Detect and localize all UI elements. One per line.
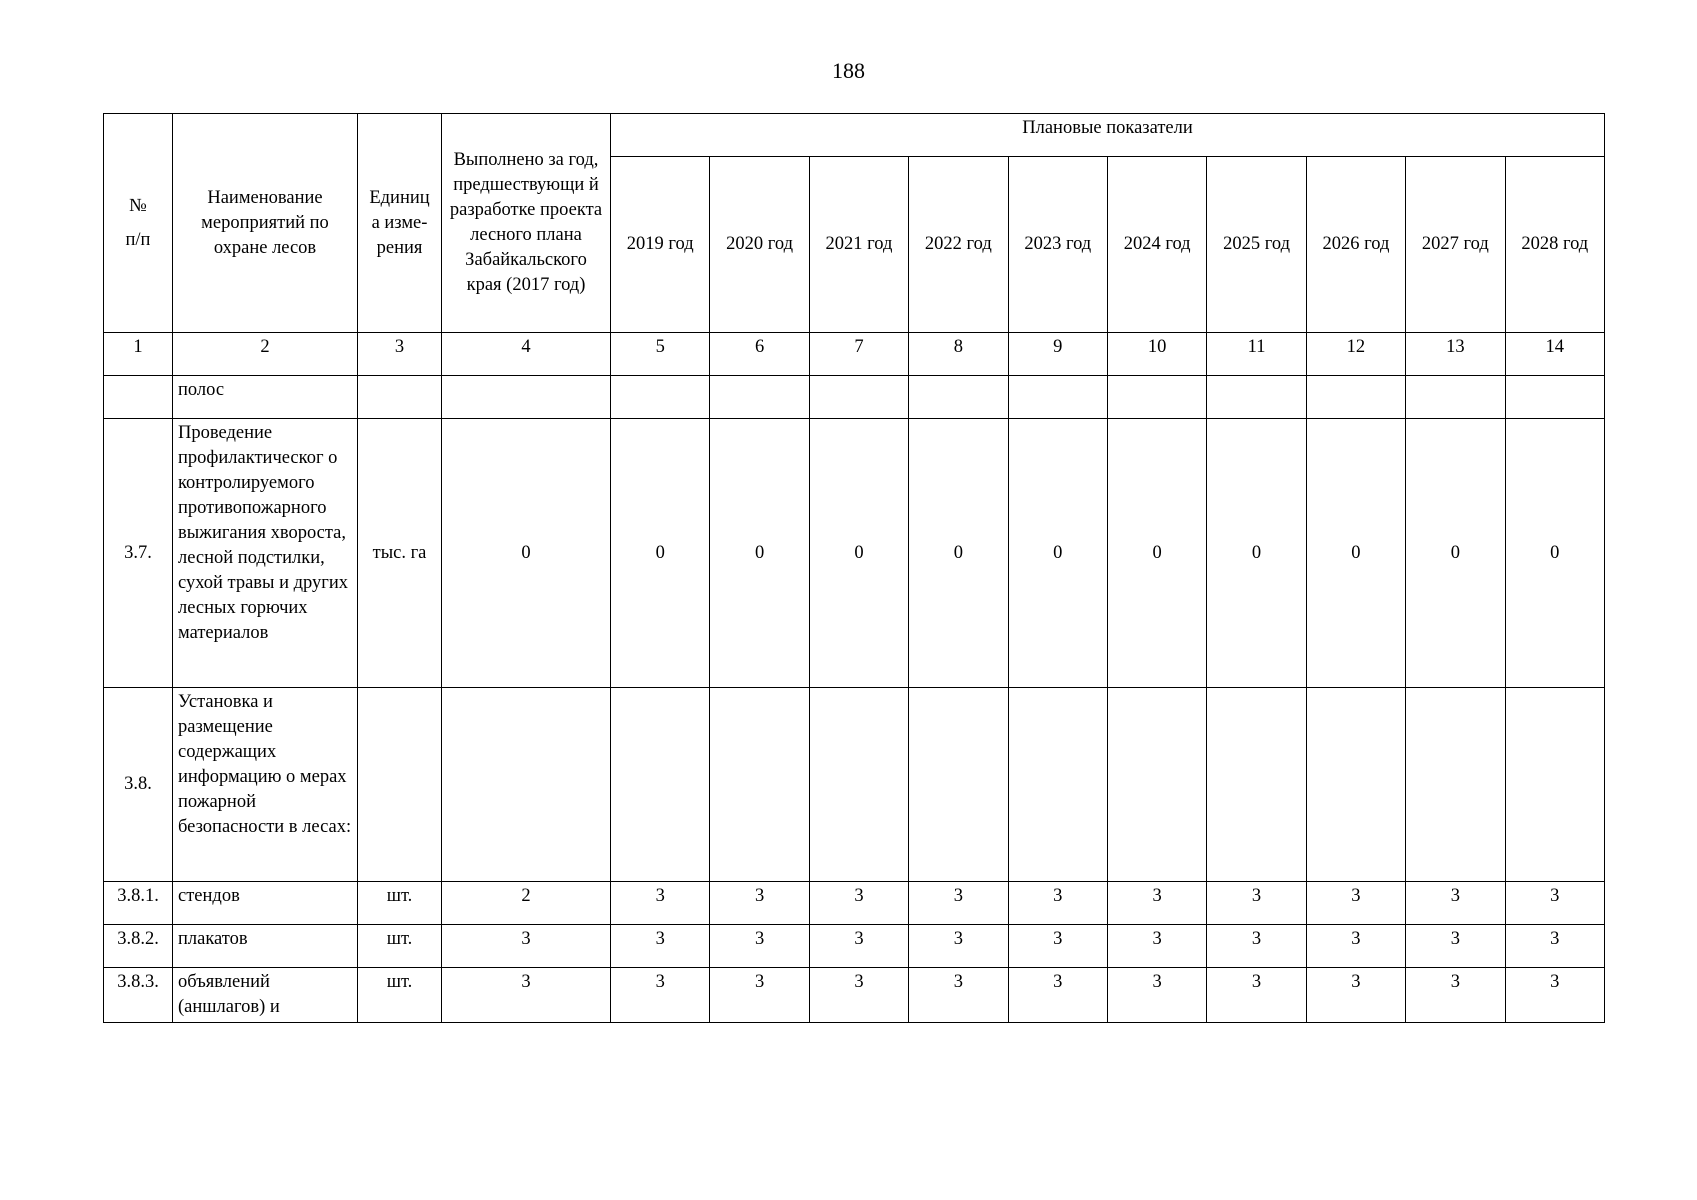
column-number: 9 (1008, 333, 1107, 376)
row-plan-value (1008, 376, 1107, 419)
column-number: 2 (173, 333, 358, 376)
row-plan-value: 3 (909, 968, 1008, 1023)
row-number: 3.8.3. (104, 968, 173, 1023)
row-plan-value: 0 (1008, 419, 1107, 688)
row-done-2017: 3 (442, 968, 611, 1023)
column-number: 1 (104, 333, 173, 376)
table-row (104, 688, 1605, 882)
column-number: 6 (710, 333, 809, 376)
row-plan-value (1505, 688, 1604, 882)
row-plan-value (1406, 376, 1505, 419)
row-plan-value: 0 (809, 419, 908, 688)
row-plan-value: 0 (1406, 419, 1505, 688)
row-unit (358, 376, 442, 419)
row-plan-value: 3 (1505, 968, 1604, 1023)
row-name: Установка и размещение содержащих информацию о мерах пожарной безопасности в лесах: (173, 688, 358, 882)
row-done-2017: 3 (442, 925, 611, 968)
column-number: 14 (1505, 333, 1604, 376)
row-done-2017: 2 (442, 882, 611, 925)
row-plan-value: 3 (909, 925, 1008, 968)
row-plan-value (611, 376, 710, 419)
row-done-2017: 0 (442, 419, 611, 688)
row-plan-value: 3 (1306, 882, 1405, 925)
header-num: № п/п (104, 114, 173, 333)
row-plan-value: 3 (611, 968, 710, 1023)
row-plan-value: 3 (1207, 882, 1306, 925)
row-name: объявлений (аншлагов) и (173, 968, 358, 1023)
row-plan-value (1505, 376, 1604, 419)
row-plan-value: 0 (1505, 419, 1604, 688)
forest-protection-plan-table (103, 113, 1605, 1023)
header-year: 2028 год (1505, 157, 1604, 333)
row-plan-value: 3 (1306, 925, 1405, 968)
column-number: 13 (1406, 333, 1505, 376)
column-number: 7 (809, 333, 908, 376)
table-row (104, 882, 1605, 925)
row-unit: шт. (358, 882, 442, 925)
table-row (104, 968, 1605, 1023)
page-number: 188 (832, 58, 865, 83)
row-plan-value: 0 (1207, 419, 1306, 688)
row-plan-value (909, 376, 1008, 419)
row-unit: шт. (358, 925, 442, 968)
column-number-row (104, 333, 1605, 376)
header-done: Выполнено за год, предшествующи й разработке проекта лесного плана Забайкальского края (2017 год) (442, 114, 611, 333)
header-name: Наименование мероприятий по охране лесов (173, 114, 358, 333)
row-unit: шт. (358, 968, 442, 1023)
row-plan-value (1306, 376, 1405, 419)
row-done-2017 (442, 688, 611, 882)
row-plan-value: 3 (1406, 882, 1505, 925)
row-plan-value (1406, 688, 1505, 882)
row-plan-value: 3 (1306, 968, 1405, 1023)
header-row-1 (104, 114, 1605, 157)
row-plan-value: 0 (1107, 419, 1206, 688)
header-unit: Единиц а изме-рения (358, 114, 442, 333)
header-year: 2026 год (1306, 157, 1405, 333)
row-plan-value: 3 (1107, 968, 1206, 1023)
row-plan-value: 3 (1207, 925, 1306, 968)
header-year: 2021 год (809, 157, 908, 333)
header-plan: Плановые показатели (611, 114, 1605, 157)
row-plan-value: 3 (809, 925, 908, 968)
header-year: 2024 год (1107, 157, 1206, 333)
column-number: 4 (442, 333, 611, 376)
header-year: 2019 год (611, 157, 710, 333)
row-plan-value: 0 (1306, 419, 1405, 688)
row-plan-value: 3 (710, 925, 809, 968)
row-unit (358, 688, 442, 882)
row-plan-value: 3 (909, 882, 1008, 925)
row-plan-value: 3 (809, 968, 908, 1023)
row-plan-value (1107, 376, 1206, 419)
row-plan-value: 3 (1008, 882, 1107, 925)
row-plan-value: 0 (909, 419, 1008, 688)
column-number: 8 (909, 333, 1008, 376)
row-plan-value: 3 (710, 968, 809, 1023)
row-plan-value (809, 688, 908, 882)
row-plan-value: 3 (1505, 882, 1604, 925)
header-year: 2022 год (909, 157, 1008, 333)
row-number: 3.7. (104, 419, 173, 688)
column-number: 12 (1306, 333, 1405, 376)
row-number: 3.8.1. (104, 882, 173, 925)
row-plan-value: 3 (1008, 925, 1107, 968)
row-name: плакатов (173, 925, 358, 968)
row-plan-value: 0 (611, 419, 710, 688)
row-plan-value: 3 (1207, 968, 1306, 1023)
row-plan-value: 0 (710, 419, 809, 688)
header-year: 2020 год (710, 157, 809, 333)
row-plan-value (1008, 688, 1107, 882)
row-plan-value: 3 (1406, 968, 1505, 1023)
row-name: полос (173, 376, 358, 419)
row-plan-value: 3 (710, 882, 809, 925)
row-done-2017 (442, 376, 611, 419)
row-plan-value: 3 (809, 882, 908, 925)
row-plan-value: 3 (1107, 882, 1206, 925)
header-year: 2025 год (1207, 157, 1306, 333)
row-plan-value (710, 376, 809, 419)
row-name: стендов (173, 882, 358, 925)
row-plan-value (1207, 376, 1306, 419)
header-year: 2023 год (1008, 157, 1107, 333)
row-plan-value: 3 (1406, 925, 1505, 968)
row-number (104, 376, 173, 419)
table-row (104, 376, 1605, 419)
row-name: Проведение профилактическог о контролируемого противопожарного выжигания хвороста, лесной подстилки, сухой травы и других лесных горючих материалов (173, 419, 358, 688)
row-number: 3.8. (104, 688, 173, 882)
column-number: 10 (1107, 333, 1206, 376)
row-plan-value (1207, 688, 1306, 882)
row-plan-value: 3 (1008, 968, 1107, 1023)
header-year: 2027 год (1406, 157, 1505, 333)
row-plan-value (1306, 688, 1405, 882)
table-row (104, 925, 1605, 968)
column-number: 11 (1207, 333, 1306, 376)
row-plan-value: 3 (1505, 925, 1604, 968)
row-unit: тыс. га (358, 419, 442, 688)
row-plan-value: 3 (611, 882, 710, 925)
column-number: 5 (611, 333, 710, 376)
row-plan-value: 3 (1107, 925, 1206, 968)
row-plan-value (710, 688, 809, 882)
row-plan-value (809, 376, 908, 419)
row-plan-value (909, 688, 1008, 882)
column-number: 3 (358, 333, 442, 376)
row-plan-value (611, 688, 710, 882)
row-plan-value: 3 (611, 925, 710, 968)
row-number: 3.8.2. (104, 925, 173, 968)
table-row (104, 419, 1605, 688)
row-plan-value (1107, 688, 1206, 882)
